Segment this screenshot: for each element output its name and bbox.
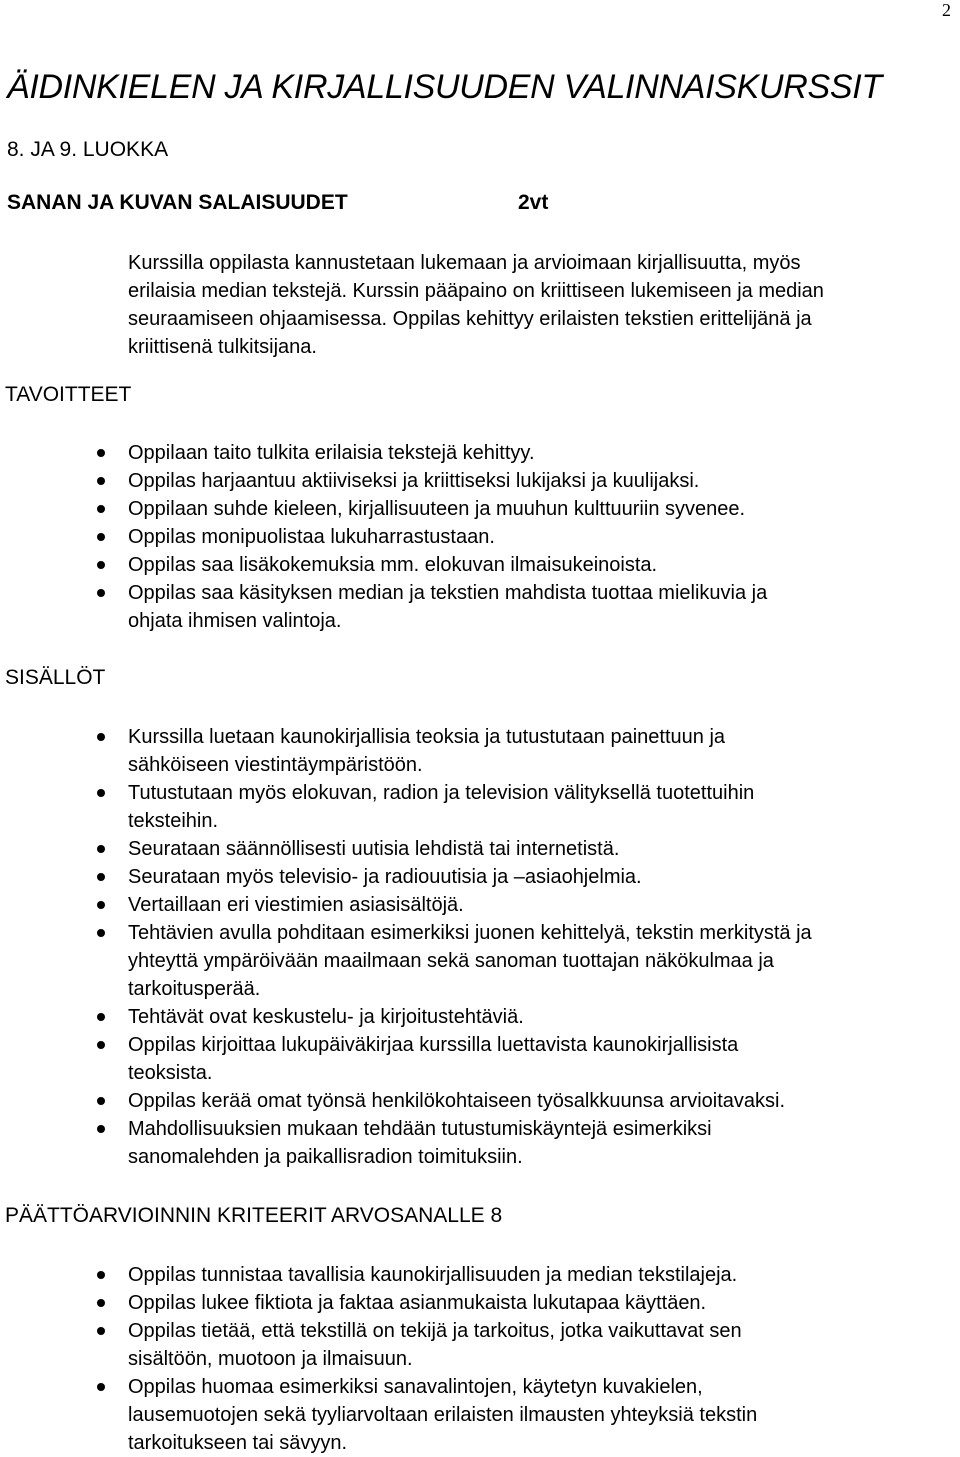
list-item	[0, 495, 960, 523]
course-title: SANAN JA KUVAN SALAISUUDET	[7, 191, 348, 214]
list-item-text: yhteyttä ympäröivään maailmaan sekä sanoman tuottajan näkökulmaa ja	[128, 950, 774, 972]
bullet-icon	[97, 929, 105, 937]
description-line: kriittisenä tulkitsijana.	[128, 336, 317, 358]
contents-heading: SISÄLLÖT	[5, 666, 106, 689]
list-item	[0, 835, 960, 863]
list-item-text: sanomalehden ja paikallisradion toimituksiin.	[128, 1146, 523, 1168]
list-item	[0, 779, 960, 835]
list-item-text: tarkoitusperää.	[128, 978, 261, 1000]
bullet-icon	[97, 561, 105, 569]
list-item-text: Tehtävien avulla pohditaan esimerkiksi juonen kehittelyä, tekstin merkitystä ja	[128, 922, 812, 944]
list-item-text: Oppilas tunnistaa tavallisia kaunokirjallisuuden ja median tekstilajeja.	[128, 1264, 738, 1286]
grade-subtitle: 8. JA 9. LUOKKA	[7, 138, 169, 161]
criteria-heading: PÄÄTTÖARVIOINNIN KRITEERIT ARVOSANALLE 8	[5, 1204, 503, 1227]
description-line: erilaisia median tekstejä. Kurssin pääpaino on kriittiseen lukemiseen ja median	[128, 280, 824, 302]
list-item-text: sisältöön, muotoon ja ilmaisuun.	[128, 1348, 413, 1370]
bullet-icon	[97, 1271, 105, 1279]
list-item-text: Oppilas lukee fiktiota ja faktaa asianmukaista lukutapaa käyttäen.	[128, 1292, 707, 1314]
list-item-text: Oppilas monipuolistaa lukuharrastustaan.	[128, 526, 495, 548]
list-item	[0, 1031, 960, 1087]
list-item	[0, 579, 960, 635]
list-item	[0, 1373, 960, 1457]
goals-list	[0, 439, 960, 635]
list-item-text: teksteihin.	[128, 810, 219, 832]
bullet-icon	[97, 1013, 105, 1021]
list-item	[0, 723, 960, 779]
list-item-text: Oppilas saa käsityksen median ja tekstien mahdista tuottaa mielikuvia ja	[128, 582, 768, 604]
list-item	[0, 1003, 960, 1031]
list-item-text: Oppilas kirjoittaa lukupäiväkirjaa kurssilla luettavista kaunokirjallisista	[128, 1034, 739, 1056]
list-item	[0, 919, 960, 1003]
goals-heading: TAVOITTEET	[5, 383, 132, 406]
bullet-icon	[97, 505, 105, 513]
list-item-text: Oppilas saa lisäkokemuksia mm. elokuvan ilmaisukeinoista.	[128, 554, 658, 576]
list-item-text: Mahdollisuuksien mukaan tehdään tutustumiskäyntejä esimerkiksi	[128, 1118, 712, 1140]
list-item	[0, 891, 960, 919]
course-description	[128, 249, 958, 361]
list-item	[0, 1087, 960, 1115]
course-hours: 2vt	[518, 191, 549, 214]
bullet-icon	[97, 533, 105, 541]
page-number: 2	[942, 0, 951, 20]
list-item	[0, 1261, 960, 1289]
list-item-text: lausemuotojen sekä tyyliarvoltaan erilaisten ilmausten yhteyksiä tekstin	[128, 1404, 758, 1426]
list-item	[0, 467, 960, 495]
bullet-icon	[97, 733, 105, 741]
list-item-text: teoksista.	[128, 1062, 213, 1084]
bullet-icon	[97, 1097, 105, 1105]
list-item	[0, 1289, 960, 1317]
bullet-icon	[97, 873, 105, 881]
list-item-text: tarkoitukseen tai sävyyn.	[128, 1432, 347, 1454]
list-item-text: Oppilas tietää, että tekstillä on tekijä ja tarkoitus, jotka vaikuttavat sen	[128, 1320, 742, 1342]
list-item	[0, 523, 960, 551]
list-item-text: Oppilaan suhde kieleen, kirjallisuuteen ja muuhun kulttuuriin syvenee.	[128, 498, 746, 520]
list-item-text: ohjata ihmisen valintoja.	[128, 610, 342, 632]
bullet-icon	[97, 1125, 105, 1133]
list-item-text: Tutustutaan myös elokuvan, radion ja television välityksellä tuotettuihin	[128, 782, 755, 804]
bullet-icon	[97, 477, 105, 485]
list-item	[0, 1115, 960, 1171]
bullet-icon	[97, 1383, 105, 1391]
list-item	[0, 863, 960, 891]
list-item-text: Vertaillaan eri viestimien asiasisältöjä.	[128, 894, 464, 916]
description-line: Kurssilla oppilasta kannustetaan lukemaan ja arvioimaan kirjallisuutta, myös	[128, 252, 801, 274]
list-item	[0, 439, 960, 467]
list-item-text: Oppilas kerää omat työnsä henkilökohtaiseen työsalkkuunsa arvioitavaksi.	[128, 1090, 786, 1112]
list-item	[0, 551, 960, 579]
bullet-icon	[97, 1299, 105, 1307]
list-item-text: Tehtävät ovat keskustelu- ja kirjoitustehtäviä.	[128, 1006, 524, 1028]
list-item-text: Oppilaan taito tulkita erilaisia tekstejä kehittyy.	[128, 442, 535, 464]
page-title: ÄIDINKIELEN JA KIRJALLISUUDEN VALINNAISKURSSIT	[7, 68, 882, 106]
description-line: seuraamiseen ohjaamisessa. Oppilas kehittyy erilaisten tekstien erittelijänä ja	[128, 308, 812, 330]
bullet-icon	[97, 589, 105, 597]
list-item-text: Oppilas huomaa esimerkiksi sanavalintojen, käytetyn kuvakielen,	[128, 1376, 703, 1398]
list-item-text: Kurssilla luetaan kaunokirjallisia teoksia ja tutustutaan painettuun ja	[128, 726, 726, 748]
list-item-text: Seurataan myös televisio- ja radiouutisia ja –asiaohjelmia.	[128, 866, 642, 888]
list-item-text: sähköiseen viestintäympäristöön.	[128, 754, 423, 776]
list-item	[0, 1317, 960, 1373]
criteria-list	[0, 1261, 960, 1457]
list-item-text: Seurataan säännöllisesti uutisia lehdistä tai internetistä.	[128, 838, 620, 860]
bullet-icon	[97, 789, 105, 797]
bullet-icon	[97, 449, 105, 457]
bullet-icon	[97, 901, 105, 909]
contents-list	[0, 723, 960, 1171]
bullet-icon	[97, 1041, 105, 1049]
bullet-icon	[97, 1327, 105, 1335]
list-item-text: Oppilas harjaantuu aktiiviseksi ja kriittiseksi lukijaksi ja kuulijaksi.	[128, 470, 700, 492]
bullet-icon	[97, 845, 105, 853]
